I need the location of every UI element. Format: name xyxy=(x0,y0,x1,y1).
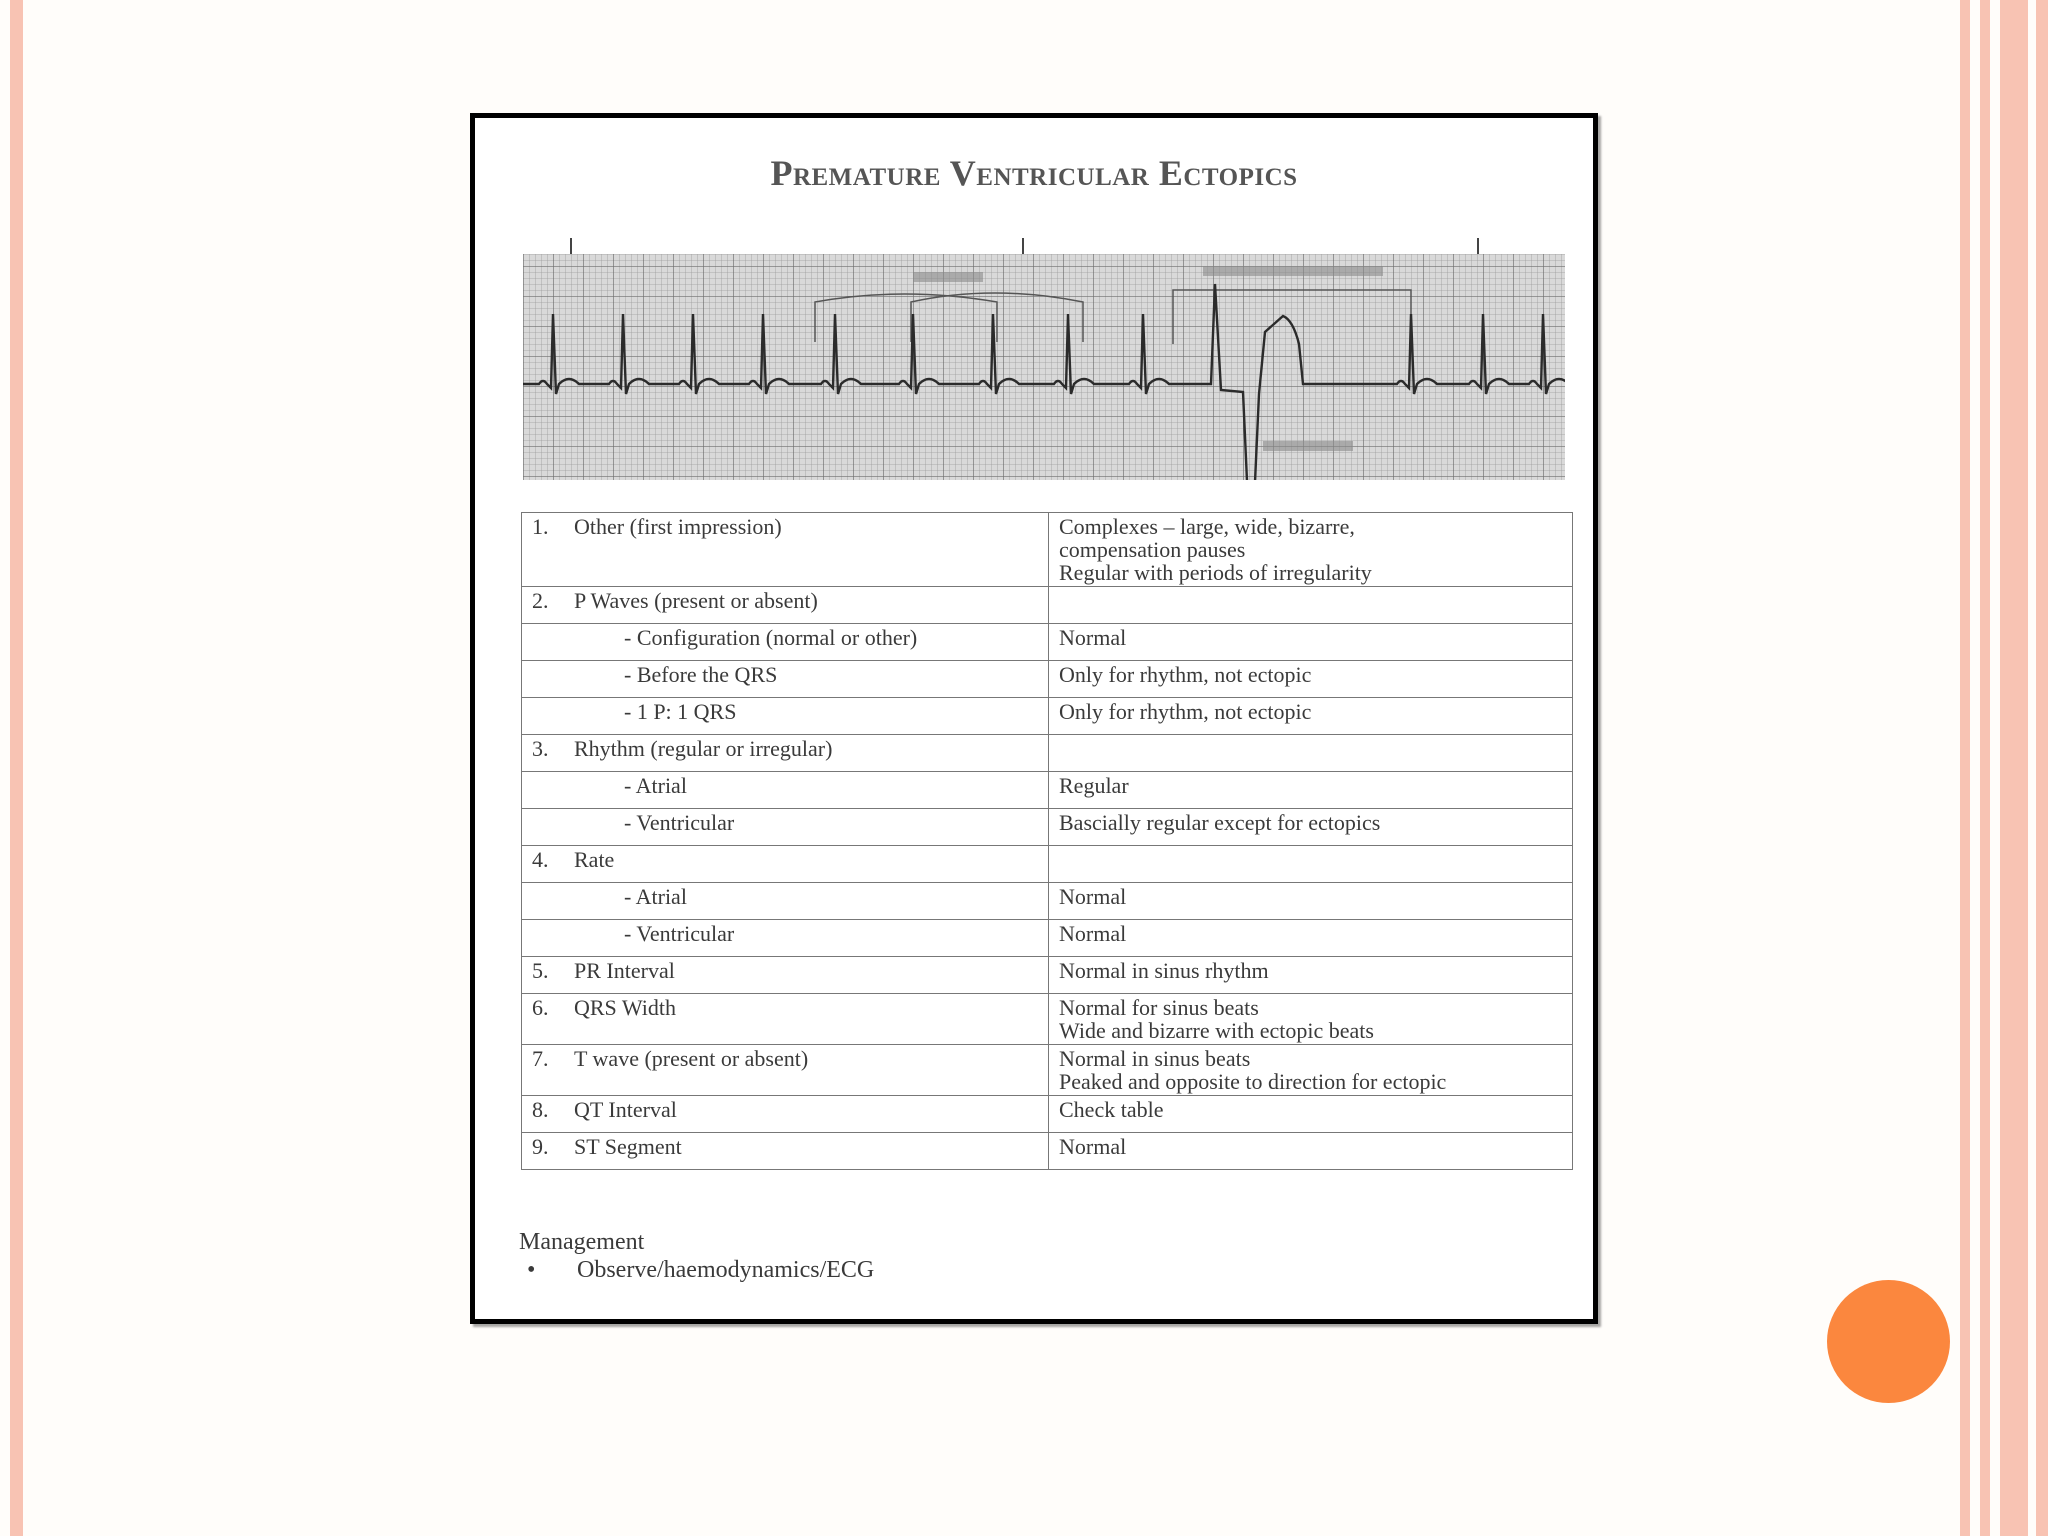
row-number: 7. xyxy=(532,1046,549,1071)
criterion-cell xyxy=(522,624,1049,661)
finding-cell xyxy=(1049,920,1573,957)
criterion-label: QT Interval xyxy=(574,1097,677,1122)
criterion-cell xyxy=(522,735,1049,772)
criterion-cell xyxy=(522,661,1049,698)
row-number: 6. xyxy=(532,995,549,1020)
criterion-label: - Ventricular xyxy=(624,810,735,835)
table-row xyxy=(522,883,1573,920)
table-row xyxy=(522,1045,1573,1096)
finding-text: Normal xyxy=(1059,1134,1127,1159)
management-section xyxy=(519,1228,874,1284)
finding-text: Normal for sinus beats xyxy=(1059,995,1259,1020)
ecg-criteria-table xyxy=(521,512,1573,1170)
criterion-cell xyxy=(522,513,1049,587)
finding-text: Normal in sinus rhythm xyxy=(1059,958,1269,983)
criterion-cell xyxy=(522,846,1049,883)
finding-cell xyxy=(1049,883,1573,920)
criterion-label: - 1 P: 1 QRS xyxy=(624,699,737,724)
finding-text: compensation pauses xyxy=(1059,537,1246,562)
finding-cell xyxy=(1049,513,1573,587)
table-row xyxy=(522,513,1573,587)
slide-frame-right-stripe xyxy=(1980,0,1990,1536)
table-row xyxy=(522,624,1573,661)
criterion-label: - Before the QRS xyxy=(624,662,778,687)
ecg-strip-image xyxy=(523,236,1565,480)
row-number: 8. xyxy=(532,1097,549,1122)
criterion-cell xyxy=(522,1096,1049,1133)
criterion-cell xyxy=(522,1045,1049,1096)
finding-cell xyxy=(1049,661,1573,698)
document-title: Premature Ventricular Ectopics xyxy=(770,153,1298,193)
finding-cell xyxy=(1049,624,1573,661)
criterion-label: P Waves (present or absent) xyxy=(574,588,818,613)
finding-cell xyxy=(1049,1096,1573,1133)
criterion-label: - Ventricular xyxy=(624,921,735,946)
table-row xyxy=(522,809,1573,846)
finding-cell xyxy=(1049,957,1573,994)
table-row xyxy=(522,994,1573,1045)
table-row xyxy=(522,698,1573,735)
finding-cell xyxy=(1049,772,1573,809)
finding-text: Wide and bizarre with ectopic beats xyxy=(1059,1018,1374,1043)
finding-text: Peaked and opposite to direction for ectopic xyxy=(1059,1069,1447,1094)
finding-text: Only for rhythm, not ectopic xyxy=(1059,662,1312,687)
criterion-label: - Configuration (normal or other) xyxy=(624,625,918,650)
slide-frame-right-stripe xyxy=(2036,0,2048,1536)
strip-caption xyxy=(1263,441,1353,451)
slide-frame-right-stripe xyxy=(2000,0,2028,1536)
finding-cell xyxy=(1049,735,1573,772)
criterion-cell xyxy=(522,1133,1049,1170)
finding-cell xyxy=(1049,1133,1573,1170)
finding-text: Normal in sinus beats xyxy=(1059,1046,1251,1071)
finding-cell xyxy=(1049,994,1573,1045)
management-item-text: Observe/haemodynamics/ECG xyxy=(577,1257,875,1283)
criterion-label: - Atrial xyxy=(624,773,687,798)
criterion-label: - Atrial xyxy=(624,884,687,909)
row-number: 5. xyxy=(532,958,549,983)
table-row xyxy=(522,1133,1573,1170)
row-number: 2. xyxy=(532,588,549,613)
finding-cell xyxy=(1049,846,1573,883)
criterion-cell xyxy=(522,920,1049,957)
finding-text: Bascially regular except for ectopics xyxy=(1059,810,1381,835)
table-row xyxy=(522,957,1573,994)
bracket-caption xyxy=(913,272,983,282)
finding-text: Regular xyxy=(1059,773,1129,798)
criterion-label: PR Interval xyxy=(574,958,675,983)
slide-frame-left xyxy=(10,0,23,1536)
criterion-label: Rate xyxy=(574,847,615,872)
criterion-cell xyxy=(522,809,1049,846)
finding-text: Normal xyxy=(1059,884,1127,909)
criterion-cell xyxy=(522,883,1049,920)
row-number: 1. xyxy=(532,514,549,539)
management-heading: Management xyxy=(519,1229,645,1255)
criterion-label: T wave (present or absent) xyxy=(574,1046,809,1071)
row-number: 9. xyxy=(532,1134,549,1159)
finding-text: Check table xyxy=(1059,1097,1164,1122)
table-row xyxy=(522,846,1573,883)
finding-cell xyxy=(1049,698,1573,735)
scanned-document xyxy=(470,113,1598,1324)
finding-cell xyxy=(1049,1045,1573,1096)
table-row xyxy=(522,1096,1573,1133)
bracket-caption xyxy=(1203,266,1383,276)
finding-text: Complexes – large, wide, bizarre, xyxy=(1059,514,1355,539)
finding-cell xyxy=(1049,587,1573,624)
slide-frame-right-stripe xyxy=(1960,0,1970,1536)
criterion-label: QRS Width xyxy=(574,995,677,1020)
management-item xyxy=(519,1256,874,1284)
criterion-label: Rhythm (regular or irregular) xyxy=(574,736,833,761)
criterion-cell xyxy=(522,772,1049,809)
criterion-cell xyxy=(522,698,1049,735)
table-row xyxy=(522,772,1573,809)
row-number: 4. xyxy=(532,847,549,872)
row-number: 3. xyxy=(532,736,549,761)
finding-text: Normal xyxy=(1059,625,1127,650)
table-row xyxy=(522,587,1573,624)
criterion-cell xyxy=(522,587,1049,624)
criterion-cell xyxy=(522,957,1049,994)
bullet-glyph: • xyxy=(527,1257,536,1283)
criterion-cell xyxy=(522,994,1049,1045)
finding-text: Normal xyxy=(1059,921,1127,946)
table-row xyxy=(522,735,1573,772)
criterion-label: Other (first impression) xyxy=(574,514,782,539)
table-row xyxy=(522,661,1573,698)
finding-cell xyxy=(1049,809,1573,846)
table-row xyxy=(522,920,1573,957)
decorative-orange-circle xyxy=(1827,1280,1950,1403)
finding-text: Only for rhythm, not ectopic xyxy=(1059,699,1312,724)
finding-text: Regular with periods of irregularity xyxy=(1059,560,1372,585)
criterion-label: ST Segment xyxy=(574,1134,682,1159)
